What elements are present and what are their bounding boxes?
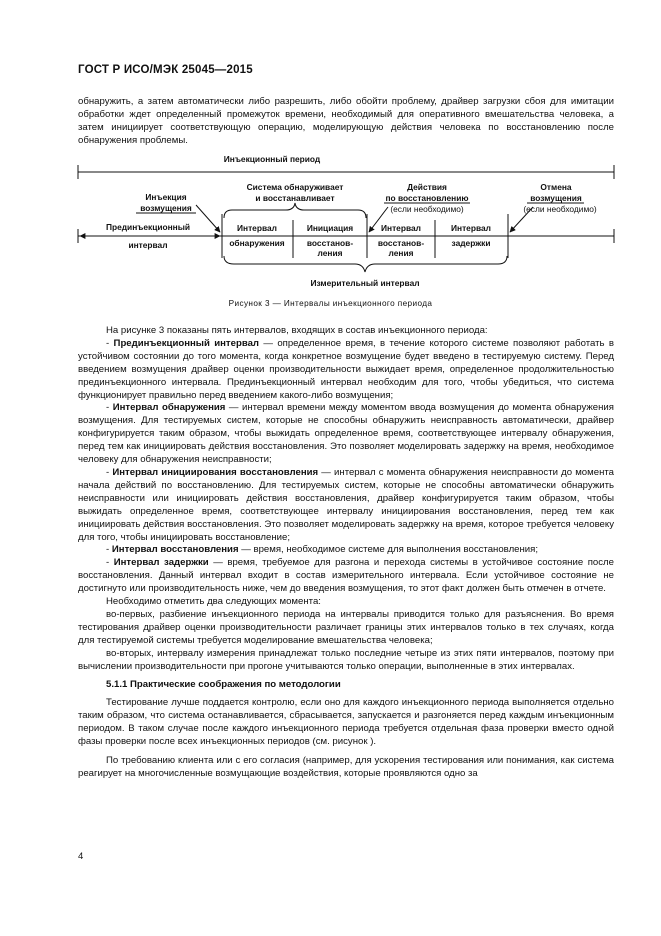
intro-text: обнаружить, а затем автоматически либо разрешить, либо обойти проблему, драйвер загрузки сбоя для имитации обработки ждет определенный промежуток времени, необходимый для оперативного вмешательства человека, а затем инициирует соответствующую операцию, моделирующую действия человека по восстановлению после обнаружения проблемы.	[78, 96, 614, 146]
label-initiation-2: восстанов-	[306, 238, 354, 248]
label-preinjection-2: интервал	[128, 240, 168, 250]
paragraph-client-request: По требованию клиента или с его согласия (например, для ускорения тестирования или понимания, как система реагирует на многочисленные возмущающие воздействия, которые проявляются одно за	[78, 755, 614, 779]
measurement-brace	[224, 256, 507, 272]
list-item-delay: - Интервал задержки — время, требуемое для разгона и перехода системы в устойчивое состояние после восстановления. Данный интервал входит в состав измерительного интервала. Если устойчивое состояние не достигнуто или производительность ниже, чем до введения возмущения, то этот факт должен быть отмечен в отчете.	[78, 557, 614, 595]
label-measurement-interval: Измерительный интервал	[310, 278, 420, 288]
label-cancel-3: (если необходимо)	[523, 204, 597, 214]
def-detection: — интервал времени между моментом ввода возмущения до момента обнаружения возмущения. Для тестируемых систем, которые не способны обнаружить неисправность автоматически, драйвер конфигурируется таким образом, чтобы выжидать определенное время, соответствующее интервалу обнаружения, перед тем как инициировать действия восстановления. Это позволяет моделировать задержку на время, необходимое человеку для обнаружения неисправности;	[78, 402, 614, 466]
label-system-1: Система обнаруживает	[246, 182, 344, 192]
body-text	[78, 325, 614, 781]
label-delay-2: задержки	[451, 238, 491, 248]
term-preinjection: Прединъекционный интервал	[113, 337, 260, 349]
term-delay: Интервал задержки	[113, 557, 209, 569]
term-initiation: Интервал инициирования восстановления	[112, 466, 319, 478]
def-delay: — время, требуемое для разгона и перехода системы в устойчивое состояние после восстановления. Данный интервал входит в состав измерительного интервала. Если устойчивое состояние не достигнуто или производительность ниже, чем до введения возмущения, то этот факт должен быть отмечен в отчете.	[78, 557, 614, 595]
label-recovery-3: ления	[388, 248, 414, 258]
label-recovery-2: восстанов-	[377, 238, 425, 248]
label-preinjection-1: Прединъекционный	[105, 222, 191, 232]
label-detection-2: обнаружения	[229, 238, 285, 248]
list-item-initiation: - Интервал инициирования восстановления — интервал с момента обнаружения неисправности до момента начала действий по восстановлению. Для тестируемых систем, которые не способны автоматически обнаружить неисправности или инициировать действия восстановления, драйвер конфигурируется таким образом, чтобы выжидать определенное время, соответствующее интервалу инициирования восстановления, перед тем как инициировать действия восстановления. Это позволяет моделировать задержку на время, которое требуется человеку для того, чтобы инициировать восстановление;	[78, 466, 614, 543]
figure-caption: Рисунок 3 — Интервалы инъекционного периода	[228, 299, 433, 308]
paragraph-two-points: Необходимо отметить два следующих момента:	[106, 596, 321, 608]
label-initiation-3: ления	[317, 248, 343, 258]
label-cancel-1: Отмена	[540, 182, 572, 192]
paragraph-testing-control: Тестирование лучше поддается контролю, если оно для каждого инъекционного периода выполняется отдельно таким образом, что система останавливается, сбрасывается, запускается и разгоняется перед каждым инъекционным периодом. В таком случае после каждого инъекционного периода требуется отдельная фаза проверки вместо одной фазы проверки после всех инъекционных периодов (см. рисунок ).	[78, 697, 614, 748]
label-initiation-1: Инициация	[306, 223, 354, 233]
def-recovery: — время, необходимое системе для выполнения восстановления;	[238, 544, 539, 556]
system-brace	[224, 203, 366, 218]
term-recovery: Интервал восстановления	[111, 544, 239, 556]
label-cancel-2: возмущения	[530, 193, 582, 203]
paragraph-second-point: во-вторых, интервалу измерения принадлежат только последние четыре из этих пяти интервалов, поэтому при вычислении производительности при прогоне учитываются только операции, выполненные в этих интервалах.	[78, 647, 614, 672]
list-item-preinjection: - Прединъекционный интервал — определенное время, в течение которого системе позволяют работать в устойчивом состоянии до того момента, когда конкретное возмущение будет введено в тестируемую систему. Перед введением возмущения драйвер оценки производительности выжидает время, определенное продолжительностью прединъекционного интервала. Прединъекционный интервал необходим для того, чтобы убедиться, что система функционирует правильно перед введением какого-либо возмущения;	[78, 337, 614, 401]
section-heading-5-1-1: 5.1.1 Практические соображения по методологии	[106, 679, 341, 691]
label-detection-1: Интервал	[237, 223, 277, 233]
label-actions-1: Действия	[407, 182, 447, 192]
label-actions-2: по восстановлению	[385, 193, 469, 203]
list-item-detection: - Интервал обнаружения — интервал времени между моментом ввода возмущения до момента обнаружения возмущения. Для тестируемых систем, которые не способны обнаружить неисправность автоматически, драйвер конфигурируется таким образом, чтобы выжидать определенное время, соответствующее интервалу обнаружения, перед тем как инициировать действия восстановления. Это позволяет моделировать задержку на время, необходимое человеку для обнаружения неисправности;	[78, 402, 614, 466]
label-injection-period: Инъекционный период	[223, 154, 321, 164]
label-injection-1: Инъекция	[145, 192, 187, 202]
label-actions-3: (если необходимо)	[390, 204, 464, 214]
def-preinjection: — определенное время, в течение которого системе позволяют работать в устойчивом состоянии до того момента, когда конкретное возмущение будет введено в тестируемую систему. Перед введением возмущения драйвер оценки производительности выжидает время, определенное продолжительностью прединъекционного интервала. Прединъекционный интервал необходим для того, чтобы убедиться, что система функционирует правильно перед введением какого-либо возмущения;	[78, 337, 614, 401]
paragraph-intervals-intro: На рисунке 3 показаны пять интервалов, входящих в состав инъекционного периода:	[106, 325, 488, 336]
figure-3-diagram	[0, 0, 661, 300]
label-recovery-1: Интервал	[381, 223, 421, 233]
def-initiation: — интервал с момента обнаружения неисправности до момента начала действий по восстановлению. Для тестируемых систем, которые не способны автоматически обнаружить неисправности или инициировать действия восстановления, драйвер конфигурируется таким образом, чтобы выжидать определенное время, соответствующее интервалу инициирования восстановления, перед тем как инициировать действия восстановления. Это позволяет моделировать задержку на время, которое требуется человеку для того, чтобы инициировать восстановление;	[78, 466, 614, 543]
list-item-recovery: - Интервал восстановления — время, необходимое системе для выполнения восстановления;	[106, 544, 539, 556]
document-header: ГОСТ Р ИСО/МЭК 25045—2015	[78, 64, 253, 76]
injection-marker-arrow	[196, 205, 220, 232]
label-injection-2: возмущения	[140, 203, 192, 213]
paragraph-first-point: во-первых, разбиение инъекционного периода на интервалы приводится только для разъяснения. Во время тестирования драйвер оценки производительности различает границы этих интервалов только в тех случаях, когда для тестируемой системы требуется моделирование вмешательства человека;	[78, 608, 614, 646]
label-system-2: и восстанавливает	[255, 193, 335, 203]
term-detection: Интервал обнаружения	[112, 402, 226, 414]
label-delay-1: Интервал	[451, 223, 491, 233]
page-number: 4	[78, 851, 84, 862]
